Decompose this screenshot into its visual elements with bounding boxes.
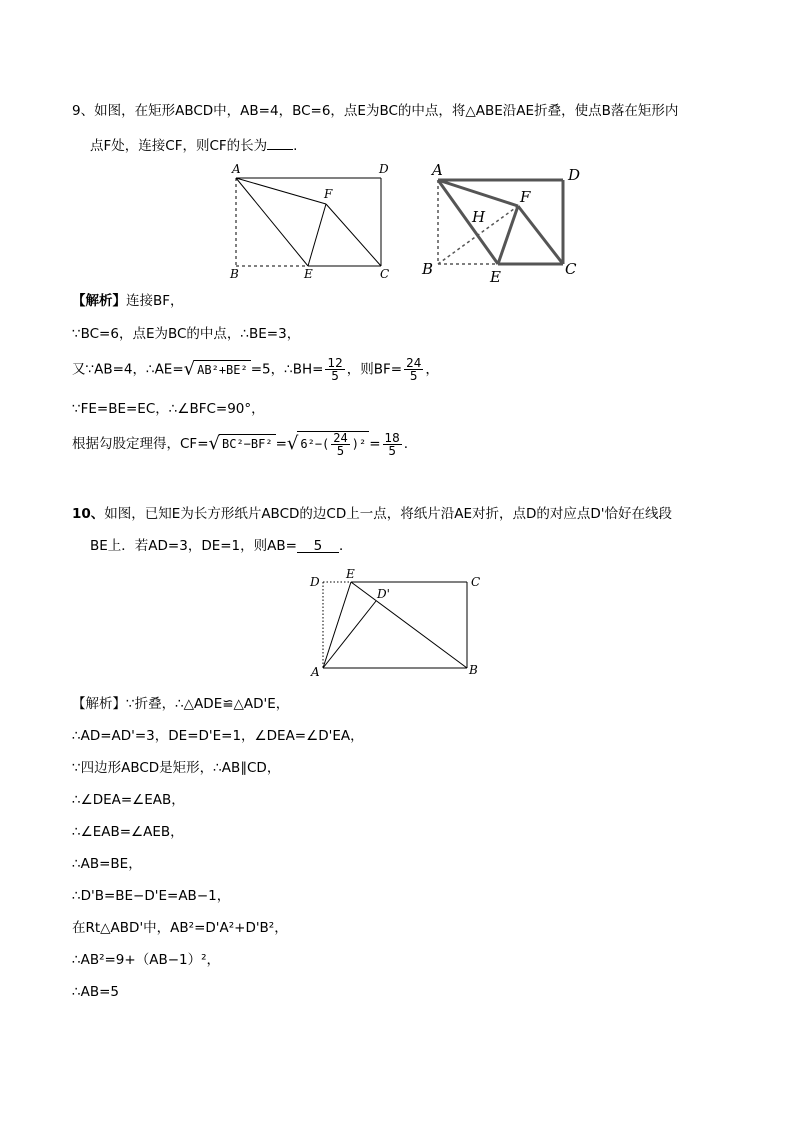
q10-analysis-line-2: ∴AD=AD'=3，DE=D'E=1，∠DEA=∠D'EA， — [72, 728, 364, 744]
q9-l5-f-den: 5 — [388, 443, 396, 458]
q9-fig1-rect-right-part — [236, 178, 381, 266]
q9-analysis-text-1: 连接BF， — [126, 293, 184, 309]
q10-answer: 5 — [297, 537, 339, 553]
q9-fig1-label-E: E — [304, 267, 313, 281]
q9-l5-sqrt2-b: )² — [351, 437, 367, 451]
q9-fig1-segment-FC — [326, 204, 381, 266]
q10-fig-label-A: A — [311, 665, 320, 679]
q10-fig-label-C: C — [471, 575, 481, 589]
q10-analysis-tag: 【解析】 — [72, 696, 126, 712]
q9-l3-fraction-1 — [325, 357, 344, 382]
q10-fig-label-Dprime: D' — [377, 587, 390, 601]
q9-l5-fraction — [383, 432, 402, 457]
q9-l3-sqrt: AB²+BE² — [194, 360, 251, 379]
q9-l5-sqrt2-a: 6²−( — [300, 437, 330, 451]
q9-l5-sqrt2-num: 24 — [333, 431, 348, 445]
sqrt-icon: √ — [183, 358, 196, 380]
sqrt-icon: √ — [208, 433, 220, 454]
q10-text-1: 如图，已知E为长方形纸片ABCD的边CD上一点，将纸片沿AE对折，点D的对应点D'恰好在线段 — [104, 506, 672, 522]
q10-fig-label-E: E — [346, 567, 355, 581]
q9-fig1-label-C: C — [380, 267, 390, 281]
q9-line2-end: . — [293, 138, 298, 154]
q9-l5-sqrt-2 — [297, 431, 369, 457]
q10-line2 — [90, 537, 352, 555]
q9-figure-2 — [420, 160, 595, 285]
q9-l5-sqrt2-fraction — [331, 432, 349, 457]
q10-analysis-line-9: ∴AB²=9+（AB−1）²， — [72, 952, 221, 968]
q10-text-2: BE上．若AD=3，DE=1，则AB= — [90, 538, 297, 554]
q10-analysis-line-10: ∴AB=5 — [72, 984, 119, 1000]
q10-analysis-line-4: ∴∠DEA=∠EAB， — [72, 792, 185, 808]
q10-line1 — [72, 505, 672, 523]
q9-l5-f-num: 18 — [384, 430, 400, 445]
q9-analysis-tag: 【解析】 — [72, 293, 126, 309]
q9-fig2-segment-FE — [498, 206, 518, 264]
q9-l3-c: ，则BF= — [346, 361, 403, 378]
q10-analysis-line-1 — [72, 695, 289, 713]
q9-l5-sqrt2-den: 5 — [336, 444, 345, 458]
q9-fig2-label-E: E — [490, 268, 501, 286]
q9-l5-sqrt-1: BC²−BF² — [219, 434, 276, 453]
q10-analysis-line-5: ∴∠EAB=∠AEB， — [72, 824, 184, 840]
q10-analysis-line-7: ∴D'B=BE−D'E=AB−1， — [72, 888, 231, 904]
q9-number: 9、 — [72, 103, 95, 119]
q10-fig-segment-ADp — [323, 601, 376, 668]
q9-l3-f2-num: 24 — [406, 356, 422, 370]
q9-figure-1 — [220, 160, 410, 285]
q9-l3-d: ， — [425, 361, 439, 378]
q9-line2 — [90, 134, 297, 155]
q9-l3-f2-den: 5 — [409, 369, 418, 383]
q9-l5-c: = — [369, 436, 381, 452]
q10-analysis-line-8: 在Rt△ABD'中，AB²=D'A²+D'B²， — [72, 920, 288, 936]
q9-analysis-line5 — [72, 431, 408, 457]
q9-analysis-line2: ∵BC=6，点E为BC的中点，∴BE=3， — [72, 326, 301, 342]
q10-fig-segment-EB — [351, 582, 467, 668]
q9-fig1-label-F: F — [324, 187, 333, 201]
q9-l5-a: 根据勾股定理得，CF= — [72, 436, 209, 452]
q9-fig2-label-A: A — [432, 161, 443, 179]
q9-analysis-line1 — [72, 292, 184, 310]
q9-fig1-label-B: B — [230, 267, 239, 281]
q9-analysis-line3 — [72, 357, 439, 382]
q10-analysis-line-6: ∴AB=BE， — [72, 856, 142, 872]
q9-fig2-segment-FC — [518, 206, 563, 264]
q9-analysis-line4: ∵FE=BE=EC，∴∠BFC=90°， — [72, 401, 265, 417]
q9-l3-f1-num: 12 — [327, 356, 343, 370]
q9-fig2-label-H: H — [472, 208, 486, 226]
q10-fig-label-D: D — [310, 575, 320, 589]
q9-fig2-segment-AE — [438, 180, 498, 264]
q9-fig2-segment-AF — [438, 180, 518, 206]
q10-analysis-text-0: ∵折叠，∴△ADE≌△AD'E， — [126, 696, 290, 712]
q9-text-2: 点F处，连接CF，则CF的长为 — [90, 138, 268, 154]
q10-fig-segment-AE — [323, 582, 351, 668]
sqrt-icon: √ — [286, 433, 299, 454]
q9-l3-a: 又∵AB=4，∴AE= — [72, 361, 184, 378]
q9-fig2-label-D: D — [568, 166, 581, 184]
q9-fig2-label-B: B — [422, 260, 434, 278]
q9-fig1-segment-FE — [308, 204, 326, 266]
q9-l3-fraction-2 — [404, 357, 423, 382]
q10-number: 10、 — [72, 506, 105, 522]
q9-fig1-label-A: A — [232, 162, 241, 176]
q9-line1 — [72, 102, 678, 120]
q9-fig1-segment-AF — [236, 178, 326, 204]
q9-fig2-label-C: C — [565, 260, 577, 278]
q10-analysis-line-3: ∵四边形ABCD是矩形，∴AB∥CD， — [72, 760, 281, 776]
q9-l3-f1-den: 5 — [331, 369, 339, 383]
q10-fig-label-B: B — [469, 663, 478, 677]
q9-fig1-label-D: D — [379, 162, 389, 176]
q9-answer-blank — [267, 134, 293, 150]
q9-l3-b: =5，∴BH= — [250, 361, 324, 378]
q10-line2-end: ． — [338, 538, 353, 554]
q9-l5-end: . — [403, 436, 409, 452]
q9-text-1: 如图，在矩形ABCD中，AB=4，BC=6，点E为BC的中点，将△ABE沿AE折叠，使点B落在矩形内 — [94, 103, 679, 119]
q9-fig1-segment-AE — [236, 178, 308, 266]
q9-l5-b: = — [275, 436, 287, 452]
q10-figure — [305, 568, 495, 683]
q9-fig2-label-F: F — [520, 188, 531, 206]
